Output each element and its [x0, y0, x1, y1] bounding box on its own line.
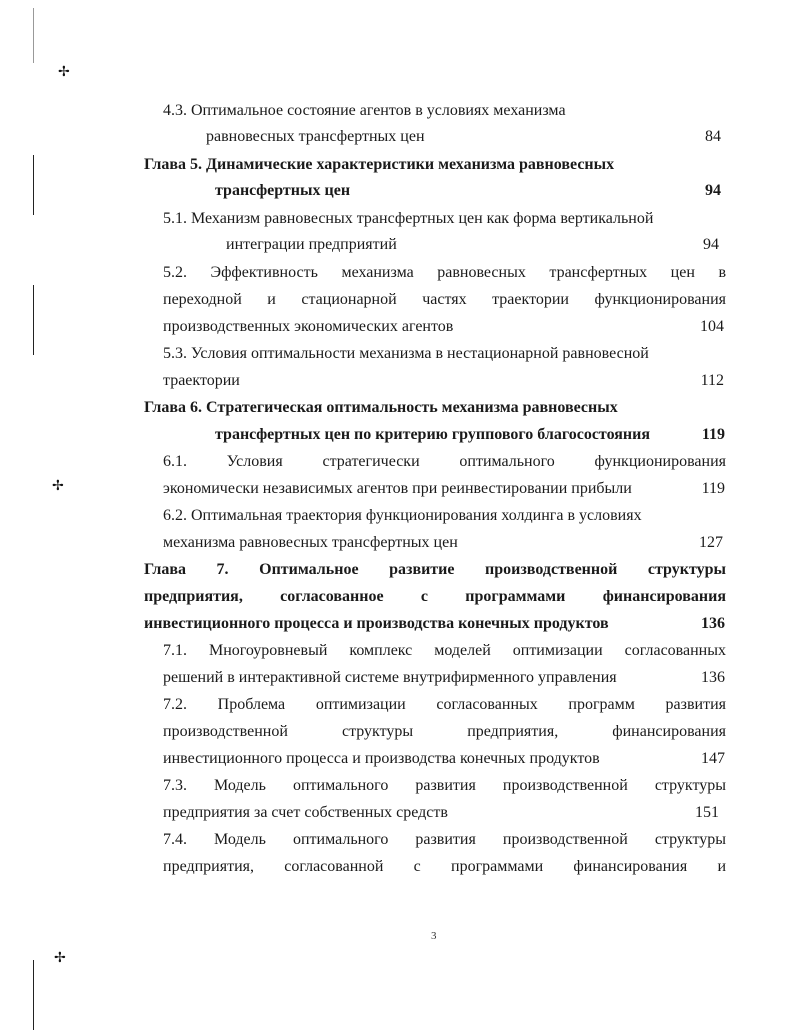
scan-registration-mark-top: ✢: [58, 65, 70, 80]
toc-page-number: 136: [701, 615, 725, 632]
toc-chapter-title: трансфертных цен по критерию группового благосостояния: [215, 426, 651, 443]
toc-line: производственной структуры предприятия, финансирования: [163, 723, 726, 740]
toc-line: интеграции предприятий: [226, 236, 397, 253]
toc-chapter-title: Глава 6. Стратегическая оптимальность механизма равновесных: [144, 399, 618, 416]
toc-line: предприятия за счет собственных средств: [163, 804, 448, 821]
toc-page-number: 119: [701, 480, 725, 497]
toc-line: 6.1. Условия стратегически оптимального функционирования: [163, 453, 726, 470]
scan-edge-line-bottom: [33, 960, 34, 1030]
toc-line: траектории: [163, 372, 240, 389]
toc-line: экономически независимых агентов при реинвестировании прибыли: [163, 480, 632, 497]
scan-edge-line-top: [33, 8, 34, 63]
toc-page-number: 94: [705, 182, 721, 199]
toc-line: решений в интерактивной системе внутрифирменного управления: [163, 669, 617, 686]
toc-line: 5.2. Эффективность механизма равновесных трансфертных цен в: [163, 264, 726, 281]
toc-chapter-title: предприятия, согласованное с программами финансирования: [144, 588, 726, 605]
toc-line: 4.3. Оптимальное состояние агентов в условиях механизма: [163, 102, 566, 119]
toc-chapter-title: трансфертных цен: [215, 182, 351, 199]
scan-edge-line-low: [33, 285, 34, 355]
toc-page-number: 112: [700, 372, 724, 389]
toc-line: 7.4. Модель оптимального развития производственной структуры: [163, 831, 726, 848]
toc-chapter-title: Глава 7. Оптимальное развитие производственной структуры: [144, 561, 726, 578]
toc-line: 7.1. Многоуровневый комплекс моделей оптимизации согласованных: [163, 642, 726, 659]
toc-chapter-title: Глава 5. Динамические характеристики механизма равновесных: [144, 156, 615, 173]
page-number: 3: [431, 930, 437, 942]
toc-line: 5.3. Условия оптимальности механизма в нестационарной равновесной: [163, 345, 649, 362]
toc-page-number: 94: [703, 236, 719, 253]
toc-line: инвестиционного процесса и производства конечных продуктов: [163, 750, 600, 767]
toc-line: 7.2. Проблема оптимизации согласованных программ развития: [163, 696, 726, 713]
toc-page-number: 147: [701, 750, 725, 767]
toc-line: 6.2. Оптимальная траектория функционирования холдинга в условиях: [163, 507, 642, 524]
toc-chapter-title: инвестиционного процесса и производства конечных продуктов: [144, 615, 609, 632]
scan-registration-mark-bottom: ✢: [54, 951, 66, 966]
toc-page-number: 151: [695, 804, 719, 821]
toc-page-number: 84: [705, 128, 721, 145]
toc-page-number: 136: [701, 669, 725, 686]
scan-edge-line-mid: [33, 155, 34, 215]
toc-line: 7.3. Модель оптимального развития производственной структуры: [163, 777, 726, 794]
toc-page-number: 119: [701, 426, 725, 443]
toc-page-number: 104: [700, 318, 724, 335]
toc-line: равновесных трансфертных цен: [206, 128, 425, 145]
toc-line: производственных экономических агентов: [163, 318, 454, 335]
toc-line: механизма равновесных трансфертных цен: [163, 534, 458, 551]
toc-page-number: 127: [699, 534, 723, 551]
scan-registration-mark-middle: ✢: [52, 479, 64, 494]
toc-line: 5.1. Механизм равновесных трансфертных цен как форма вертикальной: [163, 210, 654, 227]
toc-line: предприятия, согласованной с программами финансирования и: [163, 858, 726, 875]
toc-line: переходной и стационарной частях траектории функционирования: [163, 291, 726, 308]
